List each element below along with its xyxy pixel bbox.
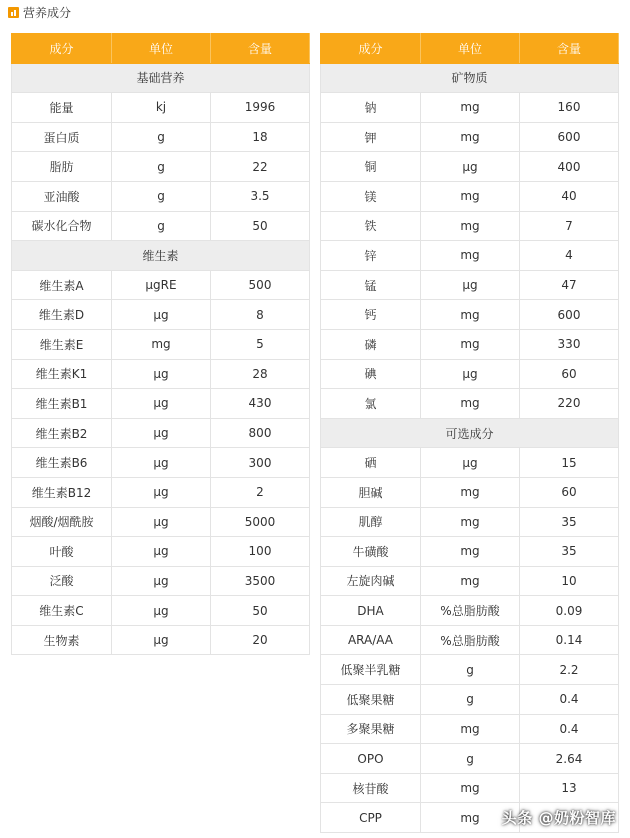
unit-cell: %总脂肪酸 xyxy=(421,596,520,626)
ingredient-cell: 低聚半乳糖 xyxy=(321,655,421,685)
unit-cell: mg xyxy=(421,477,520,507)
amount-cell: 600 xyxy=(520,300,619,330)
unit-cell: mg xyxy=(421,566,520,596)
unit-cell: μg xyxy=(112,537,211,567)
table-row xyxy=(321,773,619,803)
amount-cell: 0.4 xyxy=(520,685,619,715)
ingredient-cell: 生物素 xyxy=(12,625,112,655)
table-row xyxy=(12,359,310,389)
ingredient-cell: 锰 xyxy=(321,270,421,300)
ingredient-cell: 多聚果糖 xyxy=(321,714,421,744)
ingredient-cell: DHA xyxy=(321,596,421,626)
ingredient-cell: 维生素B1 xyxy=(12,389,112,419)
unit-cell: μg xyxy=(112,359,211,389)
unit-cell: g xyxy=(421,685,520,715)
table-row xyxy=(321,448,619,478)
ingredient-cell: 锌 xyxy=(321,241,421,271)
table-row xyxy=(12,329,310,359)
ingredient-cell: 脂肪 xyxy=(12,152,112,182)
amount-cell: 10 xyxy=(520,566,619,596)
amount-cell: 1996 xyxy=(211,93,310,123)
unit-cell: mg xyxy=(421,389,520,419)
header-unit: 单位 xyxy=(421,34,520,64)
table-row xyxy=(321,625,619,655)
unit-cell: mg xyxy=(421,507,520,537)
unit-cell: g xyxy=(421,655,520,685)
ingredient-cell: 维生素B12 xyxy=(12,477,112,507)
unit-cell: mg xyxy=(112,329,211,359)
table-row xyxy=(12,152,310,182)
ingredient-cell: 叶酸 xyxy=(12,537,112,567)
ingredient-cell: 维生素B6 xyxy=(12,448,112,478)
unit-cell: mg xyxy=(421,537,520,567)
ingredient-cell: 钠 xyxy=(321,93,421,123)
amount-cell: 22 xyxy=(211,152,310,182)
table-row xyxy=(12,389,310,419)
amount-cell: 18 xyxy=(211,122,310,152)
ingredient-cell: 烟酸/烟酰胺 xyxy=(12,507,112,537)
table-row xyxy=(321,359,619,389)
table-row xyxy=(12,211,310,241)
amount-cell: 2.2 xyxy=(520,655,619,685)
amount-cell: 47 xyxy=(520,270,619,300)
unit-cell: mg xyxy=(421,329,520,359)
amount-cell: 5 xyxy=(211,329,310,359)
amount-cell: 330 xyxy=(520,329,619,359)
table-row xyxy=(321,744,619,774)
table-row xyxy=(12,448,310,478)
table-row xyxy=(321,507,619,537)
unit-cell: g xyxy=(421,744,520,774)
ingredient-cell: 碳水化合物 xyxy=(12,211,112,241)
unit-cell: μg xyxy=(421,270,520,300)
unit-cell: μg xyxy=(112,625,211,655)
unit-cell: μg xyxy=(421,359,520,389)
unit-cell: mg xyxy=(421,211,520,241)
amount-cell: 600 xyxy=(520,122,619,152)
unit-cell: mg xyxy=(421,300,520,330)
table-row xyxy=(12,537,310,567)
amount-cell: 50 xyxy=(211,211,310,241)
unit-cell: mg xyxy=(421,93,520,123)
unit-cell: mg xyxy=(421,122,520,152)
table-row xyxy=(12,566,310,596)
section-header-row xyxy=(12,241,310,271)
amount-cell: 5000 xyxy=(211,507,310,537)
header-unit: 单位 xyxy=(112,34,211,64)
unit-cell: %总脂肪酸 xyxy=(421,625,520,655)
ingredient-cell: OPO xyxy=(321,744,421,774)
table-row xyxy=(321,152,619,182)
table-row xyxy=(12,93,310,123)
table-row xyxy=(12,477,310,507)
ingredient-cell: 亚油酸 xyxy=(12,181,112,211)
unit-cell: mg xyxy=(421,181,520,211)
header-ingredient: 成分 xyxy=(321,34,421,64)
unit-cell: μg xyxy=(112,300,211,330)
table-row xyxy=(321,714,619,744)
section-header: 矿物质 xyxy=(321,63,619,93)
ingredient-cell: ARA/AA xyxy=(321,625,421,655)
unit-cell: μgRE xyxy=(112,270,211,300)
ingredient-cell: 维生素D xyxy=(12,300,112,330)
nutrition-table-right xyxy=(320,33,619,833)
table-row xyxy=(12,418,310,448)
unit-cell: μg xyxy=(112,477,211,507)
ingredient-cell: 钾 xyxy=(321,122,421,152)
table-row xyxy=(12,270,310,300)
section-header: 维生素 xyxy=(12,241,310,271)
table-row xyxy=(321,566,619,596)
table-row xyxy=(12,181,310,211)
section-header-row xyxy=(12,63,310,93)
amount-cell: 800 xyxy=(211,418,310,448)
ingredient-cell: 维生素A xyxy=(12,270,112,300)
unit-cell: kj xyxy=(112,93,211,123)
amount-cell: 0.4 xyxy=(520,714,619,744)
amount-cell: 160 xyxy=(520,93,619,123)
unit-cell: mg xyxy=(421,714,520,744)
unit-cell: μg xyxy=(112,566,211,596)
watermark: 头条 @奶粉智库 xyxy=(501,809,616,827)
amount-cell: 0.14 xyxy=(520,625,619,655)
table-row xyxy=(321,241,619,271)
table-row xyxy=(321,300,619,330)
section-title-text: 营养成分 xyxy=(23,5,72,20)
table-row xyxy=(321,211,619,241)
table-row xyxy=(12,122,310,152)
unit-cell: g xyxy=(112,122,211,152)
ingredient-cell: 铁 xyxy=(321,211,421,241)
ingredient-cell: 硒 xyxy=(321,448,421,478)
ingredient-cell: CPP xyxy=(321,803,421,833)
table-row xyxy=(321,477,619,507)
section-title xyxy=(8,3,71,21)
amount-cell: 40 xyxy=(520,181,619,211)
amount-cell: 35 xyxy=(520,507,619,537)
ingredient-cell: 低聚果糖 xyxy=(321,685,421,715)
table-row xyxy=(321,537,619,567)
ingredient-cell: 镁 xyxy=(321,181,421,211)
ingredient-cell: 肌醇 xyxy=(321,507,421,537)
table-row xyxy=(321,93,619,123)
amount-cell: 500 xyxy=(211,270,310,300)
table-row xyxy=(12,625,310,655)
amount-cell: 2.64 xyxy=(520,744,619,774)
table-row xyxy=(321,389,619,419)
table-row xyxy=(321,655,619,685)
amount-cell: 430 xyxy=(211,389,310,419)
ingredient-cell: 碘 xyxy=(321,359,421,389)
ingredient-cell: 能量 xyxy=(12,93,112,123)
amount-cell: 35 xyxy=(520,537,619,567)
amount-cell: 13 xyxy=(520,773,619,803)
unit-cell: μg xyxy=(421,448,520,478)
unit-cell: g xyxy=(112,181,211,211)
unit-cell: g xyxy=(112,152,211,182)
ingredient-cell: 核苷酸 xyxy=(321,773,421,803)
amount-cell: 4 xyxy=(520,241,619,271)
unit-cell: μg xyxy=(112,418,211,448)
nutrition-table-left xyxy=(11,33,310,655)
amount-cell: 20 xyxy=(211,625,310,655)
table-header-row xyxy=(321,34,619,64)
table-header-row xyxy=(12,34,310,64)
table-row xyxy=(12,596,310,626)
amount-cell: 3500 xyxy=(211,566,310,596)
amount-cell: 220 xyxy=(520,389,619,419)
table-row xyxy=(321,122,619,152)
unit-cell: g xyxy=(112,211,211,241)
table-row xyxy=(321,329,619,359)
ingredient-cell: 胆碱 xyxy=(321,477,421,507)
ingredient-cell: 磷 xyxy=(321,329,421,359)
amount-cell: 60 xyxy=(520,359,619,389)
ingredient-cell: 维生素B2 xyxy=(12,418,112,448)
ingredient-cell: 维生素C xyxy=(12,596,112,626)
table-row xyxy=(321,685,619,715)
unit-cell: mg xyxy=(421,773,520,803)
unit-cell: mg xyxy=(421,241,520,271)
amount-cell: 28 xyxy=(211,359,310,389)
amount-cell: 0.09 xyxy=(520,596,619,626)
header-ingredient: 成分 xyxy=(12,34,112,64)
unit-cell: μg xyxy=(421,152,520,182)
header-amount: 含量 xyxy=(211,34,310,64)
amount-cell: 100 xyxy=(211,537,310,567)
ingredient-cell: 铜 xyxy=(321,152,421,182)
bar-chart-icon xyxy=(8,7,19,18)
amount-cell: 2 xyxy=(211,477,310,507)
section-header: 可选成分 xyxy=(321,418,619,448)
ingredient-cell: 泛酸 xyxy=(12,566,112,596)
amount-cell: 400 xyxy=(520,152,619,182)
section-header: 基础营养 xyxy=(12,63,310,93)
amount-cell: 300 xyxy=(211,448,310,478)
table-row xyxy=(321,181,619,211)
unit-cell: μg xyxy=(112,507,211,537)
ingredient-cell: 维生素K1 xyxy=(12,359,112,389)
amount-cell: 3.5 xyxy=(211,181,310,211)
amount-cell: 7 xyxy=(520,211,619,241)
ingredient-cell: 左旋肉碱 xyxy=(321,566,421,596)
table-row xyxy=(12,300,310,330)
ingredient-cell: 氯 xyxy=(321,389,421,419)
amount-cell: 50 xyxy=(211,596,310,626)
table-row xyxy=(321,270,619,300)
table-row xyxy=(321,596,619,626)
amount-cell: 8 xyxy=(211,300,310,330)
ingredient-cell: 维生素E xyxy=(12,329,112,359)
section-header-row xyxy=(321,63,619,93)
ingredient-cell: 牛磺酸 xyxy=(321,537,421,567)
unit-cell: μg xyxy=(112,596,211,626)
amount-cell: 15 xyxy=(520,448,619,478)
unit-cell: μg xyxy=(112,448,211,478)
header-amount: 含量 xyxy=(520,34,619,64)
table-row xyxy=(12,507,310,537)
amount-cell: 60 xyxy=(520,477,619,507)
ingredient-cell: 钙 xyxy=(321,300,421,330)
unit-cell: mg xyxy=(421,803,520,833)
ingredient-cell: 蛋白质 xyxy=(12,122,112,152)
unit-cell: μg xyxy=(112,389,211,419)
section-header-row xyxy=(321,418,619,448)
